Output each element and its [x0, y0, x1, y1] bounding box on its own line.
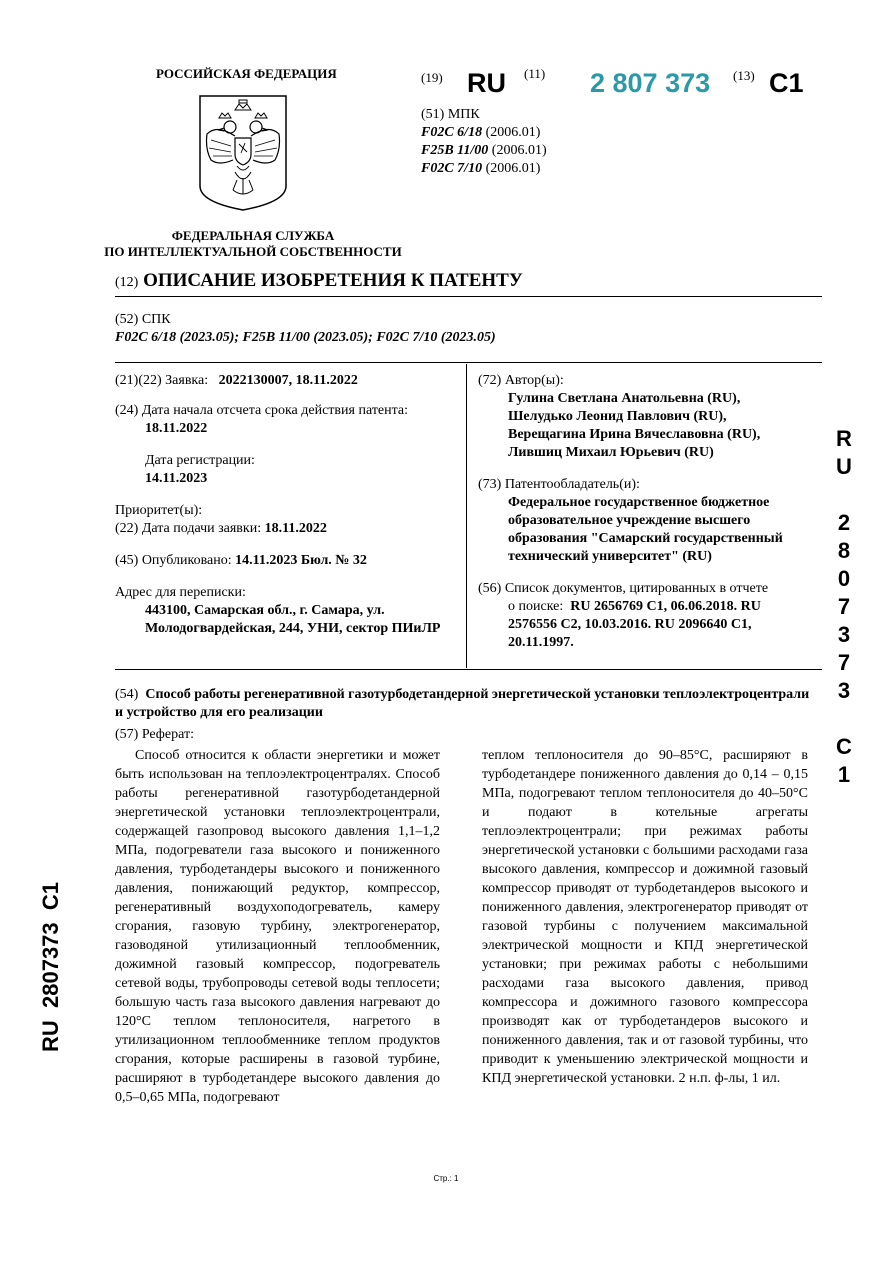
start-date-label: (24) Дата начала отсчета срока действия патента:: [115, 403, 409, 418]
cited-doc: RU 2656769 C1, 06.06.2018. RU: [570, 599, 761, 614]
kind-code: C1: [769, 68, 804, 98]
bibliographic-left: [115, 372, 460, 638]
code-13: (13): [733, 68, 755, 83]
document-title: [115, 270, 523, 292]
bibliographic-right: [478, 372, 818, 652]
side-char: 0: [837, 566, 851, 591]
address-line-2: Молодогвардейская, 244, УНИ, сектор ПИиЛР: [145, 621, 441, 636]
application-label: (21)(22) Заявка:: [115, 373, 209, 388]
document-title-code: (12): [115, 275, 139, 290]
side-patent-number-right: [828, 425, 860, 789]
ipc-label: (51) МПК: [421, 107, 480, 122]
divider: [115, 362, 822, 363]
cited-label-2: о поиске:: [508, 599, 564, 614]
coat-of-arms-icon: [197, 94, 289, 212]
side-gap: [828, 705, 860, 733]
cited-label: (56) Список документов, цитированных в отчете: [478, 581, 769, 596]
authors-label: (72) Автор(ы):: [478, 373, 564, 388]
side-char: C: [836, 734, 852, 759]
author: Верещагина Ирина Вячеславовна (RU),: [508, 427, 761, 442]
agency-line-2: ПО ИНТЕЛЛЕКТУАЛЬНОЙ СОБСТВЕННОСТИ: [104, 244, 402, 259]
side-char: 3: [837, 678, 851, 703]
side-char: 3: [837, 622, 851, 647]
application-line: [115, 372, 460, 390]
side-patent-number-left: RU 2807373 C1: [38, 882, 63, 1052]
cited-line: [478, 598, 818, 616]
owner-line: образовательное учреждение высшего: [508, 513, 751, 528]
code-11: (11): [524, 66, 546, 81]
ipc-code: F25B 11/00: [421, 143, 489, 158]
ipc-version: (2006.01): [485, 161, 541, 176]
country-code: RU: [467, 68, 506, 98]
code-19: (19): [421, 70, 443, 85]
country-name: РОССИЙСКАЯ ФЕДЕРАЦИЯ: [156, 66, 337, 81]
registration-value: 14.11.2023: [145, 471, 208, 486]
start-date-value: 18.11.2022: [145, 421, 208, 436]
document-title-text: ОПИСАНИЕ ИЗОБРЕТЕНИЯ К ПАТЕНТУ: [143, 270, 523, 291]
address-label: Адрес для переписки:: [115, 585, 246, 600]
author: Гулина Светлана Анатольевна (RU),: [508, 391, 741, 406]
invention-title-code: (54): [115, 687, 139, 702]
ipc-item: [421, 124, 547, 142]
cpc-value: F02C 6/18 (2023.05); F25B 11/00 (2023.05); F02C 7/10 (2023.05): [115, 330, 496, 345]
ipc-item: [421, 142, 547, 160]
cpc-block: [115, 311, 496, 347]
published-value: 14.11.2023 Бюл. № 32: [235, 553, 367, 568]
address-line-1: 443100, Самарская обл., г. Самара, ул.: [145, 603, 385, 618]
divider: [115, 296, 822, 297]
patent-number: 2 807 373: [590, 68, 711, 98]
author: Лившиц Михаил Юрьевич (RU): [508, 445, 714, 460]
cited-doc: 20.11.1997.: [508, 635, 574, 650]
owner-line: технический университет" (RU): [508, 549, 712, 564]
owner-line: образования "Самарский государственный: [508, 531, 783, 546]
filing-line: [115, 520, 460, 538]
registration-label: Дата регистрации:: [145, 453, 255, 468]
side-char: 1: [837, 762, 851, 787]
invention-title: [115, 686, 820, 722]
side-char: 2: [837, 510, 851, 535]
published-line: [115, 552, 460, 570]
divider: [115, 669, 822, 670]
side-char: 8: [837, 538, 851, 563]
side-gap: [828, 481, 860, 509]
ipc-version: (2006.01): [485, 125, 541, 140]
column-divider: [466, 364, 467, 668]
invention-title-text: Способ работы регенеративной газотурбодетандерной энергетической установки теплоэлектроцентрали и устройство для его реализации: [115, 687, 810, 720]
ipc-version: (2006.01): [491, 143, 547, 158]
page-number: Стр.: 1: [433, 1174, 459, 1183]
application-value: 2022130007, 18.11.2022: [218, 373, 358, 388]
abstract-column-1: Способ относится к области энергетики и может быть использован на теплоэлектроцентралях. Способ работы регенеративной газотурбодетандерной энергетической установки теплоэлектроцентрали, содержащей газопровод высокого давления 1,1–1,2 МПа, подогреватели газа высокого и пониженного давления, турбодетандеры высокого и пониженного давления, понижающий редуктор, компрессор, регенеративный воздухоподогреватель, камеру сгорания, газовую турбину, электрогенератор, газоводяной утилизационный теплообменник, дожимной газовый компрессор, подогреватель сетевой воды, трубопроводы сетевой воды теплосети; большую часть газа высокого давления нагревают до 120°C теплом теплоносителя, нагретого в утилизационном теплообменнике теплом продуктов сгорания, которые расширены в газовой турбине, расширяют в турбодетандере высокого давления до 0,5–0,65 МПа, подогревают: [115, 748, 440, 1105]
abstract-label: (57) Реферат:: [115, 727, 194, 742]
ipc-code: F02C 6/18: [421, 125, 483, 140]
side-char: 7: [837, 650, 851, 675]
filing-label: (22) Дата подачи заявки:: [115, 521, 262, 536]
published-label: (45) Опубликовано:: [115, 553, 232, 568]
side-char: U: [836, 454, 852, 479]
owner-label: (73) Патентообладатель(и):: [478, 477, 640, 492]
agency-name: [96, 228, 410, 260]
side-char: R: [836, 426, 852, 451]
owner-line: Федеральное государственное бюджетное: [508, 495, 770, 510]
cpc-label: (52) СПК: [115, 312, 171, 327]
cited-doc: 2576556 C2, 10.03.2016. RU 2096640 C1,: [508, 617, 752, 632]
agency-line-1: ФЕДЕРАЛЬНАЯ СЛУЖБА: [171, 228, 335, 243]
filing-value: 18.11.2022: [264, 521, 327, 536]
ipc-item: [421, 160, 547, 178]
priority-label: Приоритет(ы):: [115, 503, 203, 518]
author: Шелудько Леонид Павлович (RU),: [508, 409, 727, 424]
side-char: 7: [837, 594, 851, 619]
ipc-block: [421, 106, 547, 178]
abstract-column-2: теплом теплоносителя до 90–85°C, расширяют в турбодетандере пониженного давления до 0,14 – 0,15 МПа, подогревают теплом теплоносителя до 40–50°C и подают в котельные агрегаты теплоэлектроцентрали; при режимах работы энергетической установки с большими расходами газа высокого давления, компрессор и дожимной газовый компрессор приводят от турбодетандеров высокого и пониженного давления, электрогенератор приводят от газовой турбины с получением максимальной электрической мощности и КПД энергетической установки; при режимах работы с небольшими расходами газа высокого давления, привод компрессора и дожимного газового компрессора производят как от турбодетандеров высокого и пониженного давления, так и от газовой турбины, что приводит к уменьшению электрической мощности и КПД энергетической установки. 2 н.п. ф-лы, 1 ил.: [482, 748, 808, 1086]
ipc-code: F02C 7/10: [421, 161, 483, 176]
